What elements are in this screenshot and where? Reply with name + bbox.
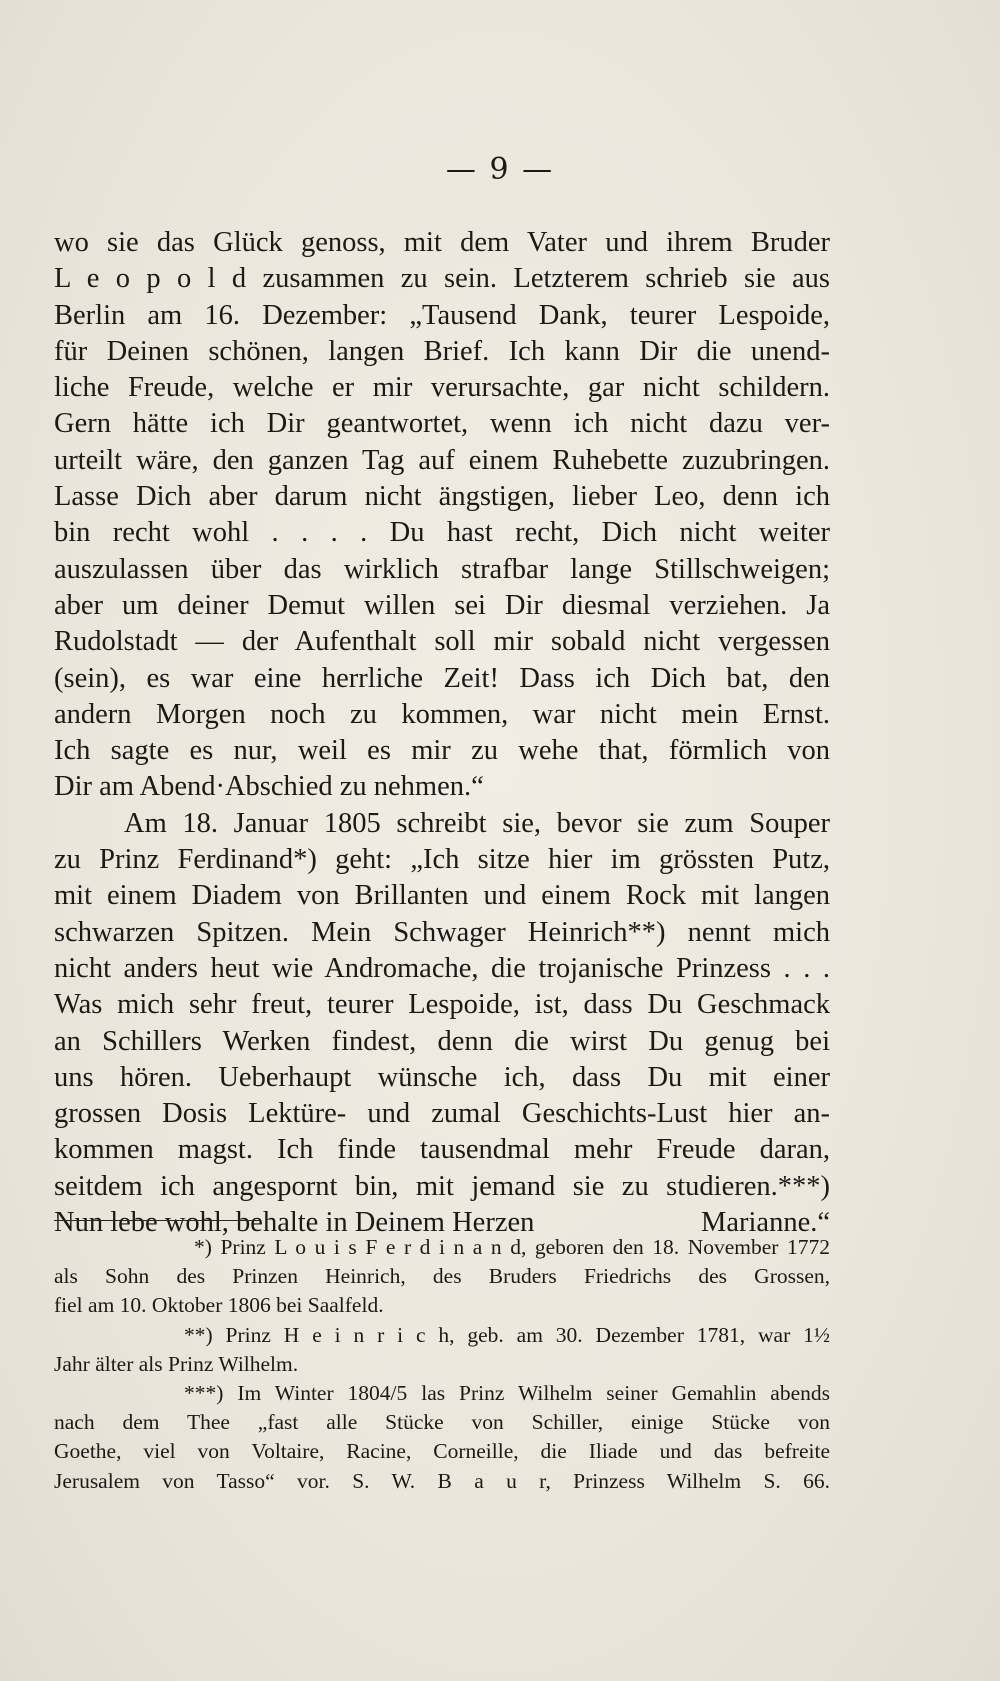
footnote-divider bbox=[54, 1220, 260, 1221]
text-line: grossen Dosis Lektüre- und zumal Geschichts-Lust hier an- bbox=[54, 1098, 830, 1130]
text-line: Rudolstadt — der Aufenthalt soll mir sobald nicht vergessen bbox=[54, 626, 830, 658]
footnote-line: Jahr älter als Prinz Wilhelm. bbox=[54, 1351, 299, 1376]
text-line: liche Freude, welche er mir verursachte, gar nicht schildern. bbox=[54, 372, 830, 404]
main-text bbox=[54, 225, 830, 1241]
footnote-line: Goethe, viel von Voltaire, Racine, Corneille, die Iliade und das befreite bbox=[54, 1439, 830, 1464]
text-line: schwarzen Spitzen. Mein Schwager Heinrich**) nennt mich bbox=[54, 916, 830, 948]
text-line: Dir am Abend·Abschied zu nehmen.“ bbox=[54, 771, 484, 803]
text-line: nicht anders heut wie Andromache, die trojanische Prinzess . . . bbox=[54, 952, 830, 984]
text-line: mit einem Diadem von Brillanten und einem Rock mit langen bbox=[54, 880, 830, 912]
text-line: wo sie das Glück genoss, mit dem Vater und ihrem Bruder bbox=[54, 227, 830, 258]
closing-text: Nun lebe wohl, behalte in Deinem Herzen bbox=[54, 1207, 535, 1239]
text-line: an Schillers Werken findest, denn die wirst Du genug bei bbox=[54, 1025, 830, 1057]
page-number: — 9 — bbox=[445, 152, 555, 187]
text-line: Am 18. Januar 1805 schreibt sie, bevor sie zum Souper bbox=[124, 807, 830, 839]
text-line: Was mich sehr freut, teurer Lespoide, ist, dass Du Geschmack bbox=[54, 989, 830, 1021]
text-line: L e o p o l d zusammen zu sein. Letzterem schrieb sie aus bbox=[54, 263, 830, 295]
footnote-line: fiel am 10. Oktober 1806 bei Saalfeld. bbox=[54, 1293, 384, 1318]
text-line: bin recht wohl . . . . Du hast recht, Dich nicht weiter bbox=[54, 517, 830, 549]
text-line: uns hören. Ueberhaupt wünsche ich, dass Du mit einer bbox=[54, 1061, 830, 1093]
footnote-line: **) Prinz H e i n r i c h, geb. am 30. Dezember 1781, war 1½ bbox=[184, 1322, 830, 1347]
text-line: aber um deiner Demut willen sei Dir diesmal verziehen. Ja bbox=[54, 589, 830, 621]
text-line: auszulassen über das wirklich strafbar lange Stillschweigen; bbox=[54, 553, 830, 585]
footnote-line: Jerusalem von Tasso“ vor. S. W. B a u r, Prinzess Wilhelm S. 66. bbox=[54, 1468, 830, 1493]
footnote-line: nach dem Thee „fast alle Stücke von Schiller, einige Stücke von bbox=[54, 1410, 830, 1435]
footnote-line: ***) Im Winter 1804/5 las Prinz Wilhelm seiner Gemahlin abends bbox=[184, 1380, 830, 1405]
text-line: Ich sagte es nur, weil es mir zu wehe that, förmlich von bbox=[54, 735, 830, 767]
text-line: Lasse Dich aber darum nicht ängstigen, lieber Leo, denn ich bbox=[54, 481, 830, 513]
text-line: Gern hätte ich Dir geantwortet, wenn ich nicht dazu ver- bbox=[54, 408, 830, 440]
text-line: (sein), es war eine herrliche Zeit! Dass ich Dich bat, den bbox=[54, 662, 830, 694]
footnotes bbox=[54, 1233, 830, 1496]
signature: Marianne.“ bbox=[701, 1207, 830, 1239]
text-line: für Deinen schönen, langen Brief. Ich kann Dir die unend- bbox=[54, 335, 830, 367]
text-line: Berlin am 16. Dezember: „Tausend Dank, teurer Lespoide, bbox=[54, 299, 830, 331]
text-line: zu Prinz Ferdinand*) geht: „Ich sitze hier im grössten Putz, bbox=[54, 844, 830, 876]
text-line: urteilt wäre, den ganzen Tag auf einem Ruhebette zuzubringen. bbox=[54, 444, 830, 476]
text-line: kommen magst. Ich finde tausendmal mehr Freude daran, bbox=[54, 1134, 830, 1166]
text-line: seitdem ich angespornt bin, mit jemand sie zu studieren.***) bbox=[54, 1170, 830, 1202]
text-line: andern Morgen noch zu kommen, war nicht mein Ernst. bbox=[54, 698, 830, 730]
footnote-line: als Sohn des Prinzen Heinrich, des Bruders Friedrichs des Grossen, bbox=[54, 1264, 830, 1289]
footnote-line: *) Prinz L o u i s F e r d i n a n d, geboren den 18. November 1772 bbox=[194, 1235, 830, 1259]
